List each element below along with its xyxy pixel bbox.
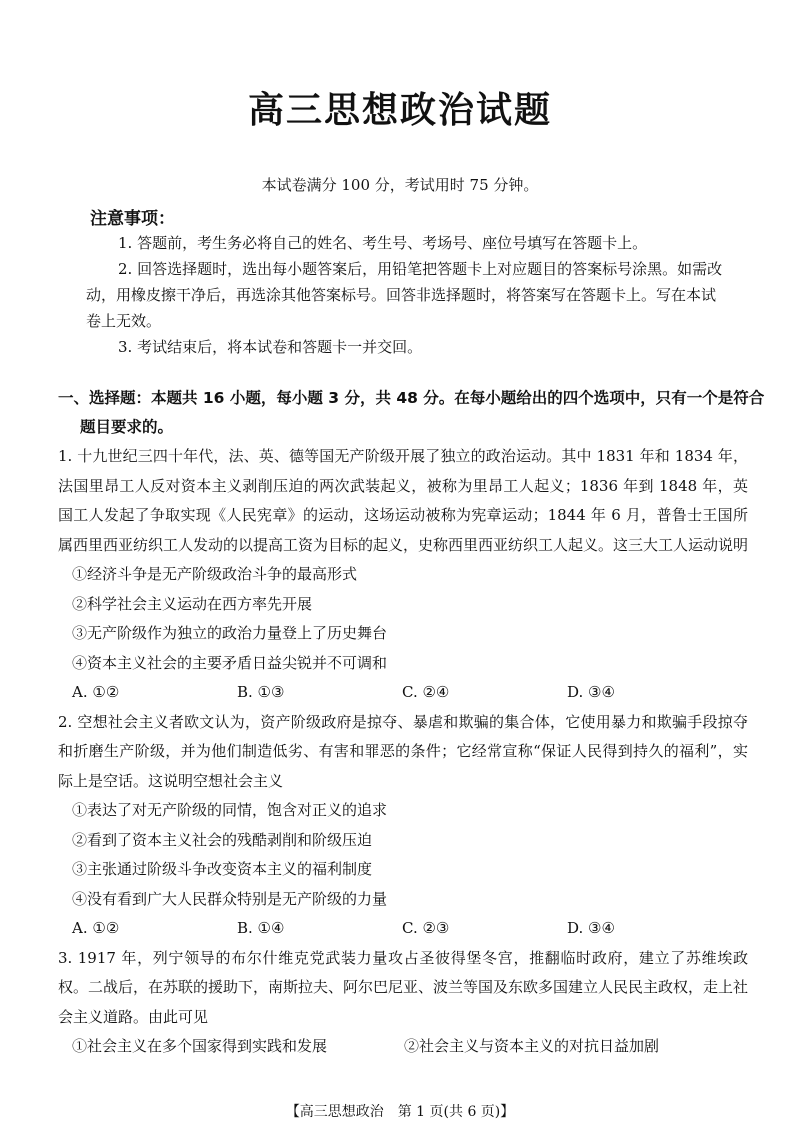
notice-item: 2. 回答选择题时，选出每小题答案后，用铅笔把答题卡上对应题目的答案标号涂黑。如需改动，用橡皮擦干净后，再选涂其他答案标号。回答非选择题时，将答案写在答题卡上。写在本试卷上无效。 bbox=[86, 260, 723, 330]
statement-option: ④资本主义社会的主要矛盾日益尖锐并不可调和 bbox=[72, 653, 388, 672]
answer-choice-c: C. ②④ bbox=[402, 683, 450, 701]
notice-list bbox=[86, 230, 726, 360]
section-heading: 一、选择题：本题共 16 小题，每小题 3 分，共 48 分。在每小题给出的四个选项中，只有一个是符合题目要求的。 bbox=[58, 389, 765, 436]
answer-choices bbox=[58, 914, 748, 944]
statement-option-row bbox=[58, 1032, 748, 1062]
answer-choice-b: B. ①④ bbox=[237, 919, 285, 937]
exam-info: 本试卷满分 100 分，考试用时 75 分钟。 bbox=[261, 176, 539, 194]
question-1 bbox=[58, 442, 748, 708]
statement-option: ④没有看到广大人民群众特别是无产阶级的力量 bbox=[72, 889, 388, 908]
statement-option: ③无产阶级作为独立的政治力量登上了历史舞台 bbox=[72, 624, 388, 642]
page-title: 高三思想政治试题 bbox=[247, 90, 552, 131]
question-stem: 3. 1917 年，列宁领导的布尔什维克党武装力量攻占圣彼得堡冬宫，推翻临时政府，建立了苏维埃政权。二战后，在苏联的援助下，南斯拉夫、阿尔巴尼亚、波兰等国及东欧多国建立人民民主政权，走上社会主义道路。由此可见 bbox=[58, 948, 749, 1026]
statement-option: ②科学社会主义运动在西方率先开展 bbox=[72, 594, 313, 613]
notice-heading: 注意事项： bbox=[90, 209, 175, 229]
answer-choice-a: A. ①② bbox=[72, 919, 120, 937]
statement-option: ①表达了对无产阶级的同情，饱含对正义的追求 bbox=[72, 801, 388, 819]
statement-option: ①社会主义在多个国家得到实践和发展 bbox=[72, 1037, 328, 1055]
question-stem: 1. 十九世纪三四十年代，法、英、德等国无产阶级开展了独立的政治运动。其中 1831 年和 1834 年，法国里昂工人反对资本主义剥削压迫的两次武装起义，被称为里昂工人起义；1836 年到 1848 年，英国工人发起了争取实现《人民宪章》的运动，这场运动被称为宪章运动；1844 年 6 月，普鲁士王国所属西里西亚纺织工人发动的以提高工资为目标的起义，史称西里西亚纺织工人起义。这三大工人运动说明 bbox=[58, 447, 749, 554]
answer-choice-d: D. ③④ bbox=[567, 683, 615, 701]
question-stem: 2. 空想社会主义者欧文认为，资产阶级政府是掠夺、暴虐和欺骗的集合体，它使用暴力和欺骗手段掠夺和折磨生产阶级，并为他们制造低劣、有害和罪恶的条件；它经常宣称“保证人民得到持久的福利”，实际上是空话。这说明空想社会主义 bbox=[58, 712, 748, 790]
notice-item: 3. 考试结束后，将本试卷和答题卡一并交回。 bbox=[118, 338, 423, 356]
answer-choice-d: D. ③④ bbox=[567, 919, 615, 937]
answer-choice-a: A. ①② bbox=[72, 683, 120, 701]
question-list bbox=[58, 442, 748, 1062]
statement-option: ①经济斗争是无产阶级政治斗争的最高形式 bbox=[72, 565, 358, 583]
answer-choice-c: C. ②③ bbox=[402, 919, 450, 937]
notice-item: 1. 答题前，考生务必将自己的姓名、考生号、考场号、座位号填写在答题卡上。 bbox=[118, 234, 648, 252]
answer-choices bbox=[58, 678, 748, 708]
page-footer: 【高三思想政治 第 1 页(共 6 页)】 bbox=[285, 1104, 515, 1120]
question-3 bbox=[58, 944, 748, 1062]
question-2 bbox=[58, 708, 748, 944]
answer-choice-b: B. ①③ bbox=[237, 683, 285, 701]
statement-option: ②社会主义与资本主义的对抗日益加剧 bbox=[404, 1037, 660, 1055]
statement-option: ③主张通过阶级斗争改变资本主义的福利制度 bbox=[72, 860, 373, 878]
statement-option: ②看到了资本主义社会的残酷剥削和阶级压迫 bbox=[72, 830, 373, 849]
